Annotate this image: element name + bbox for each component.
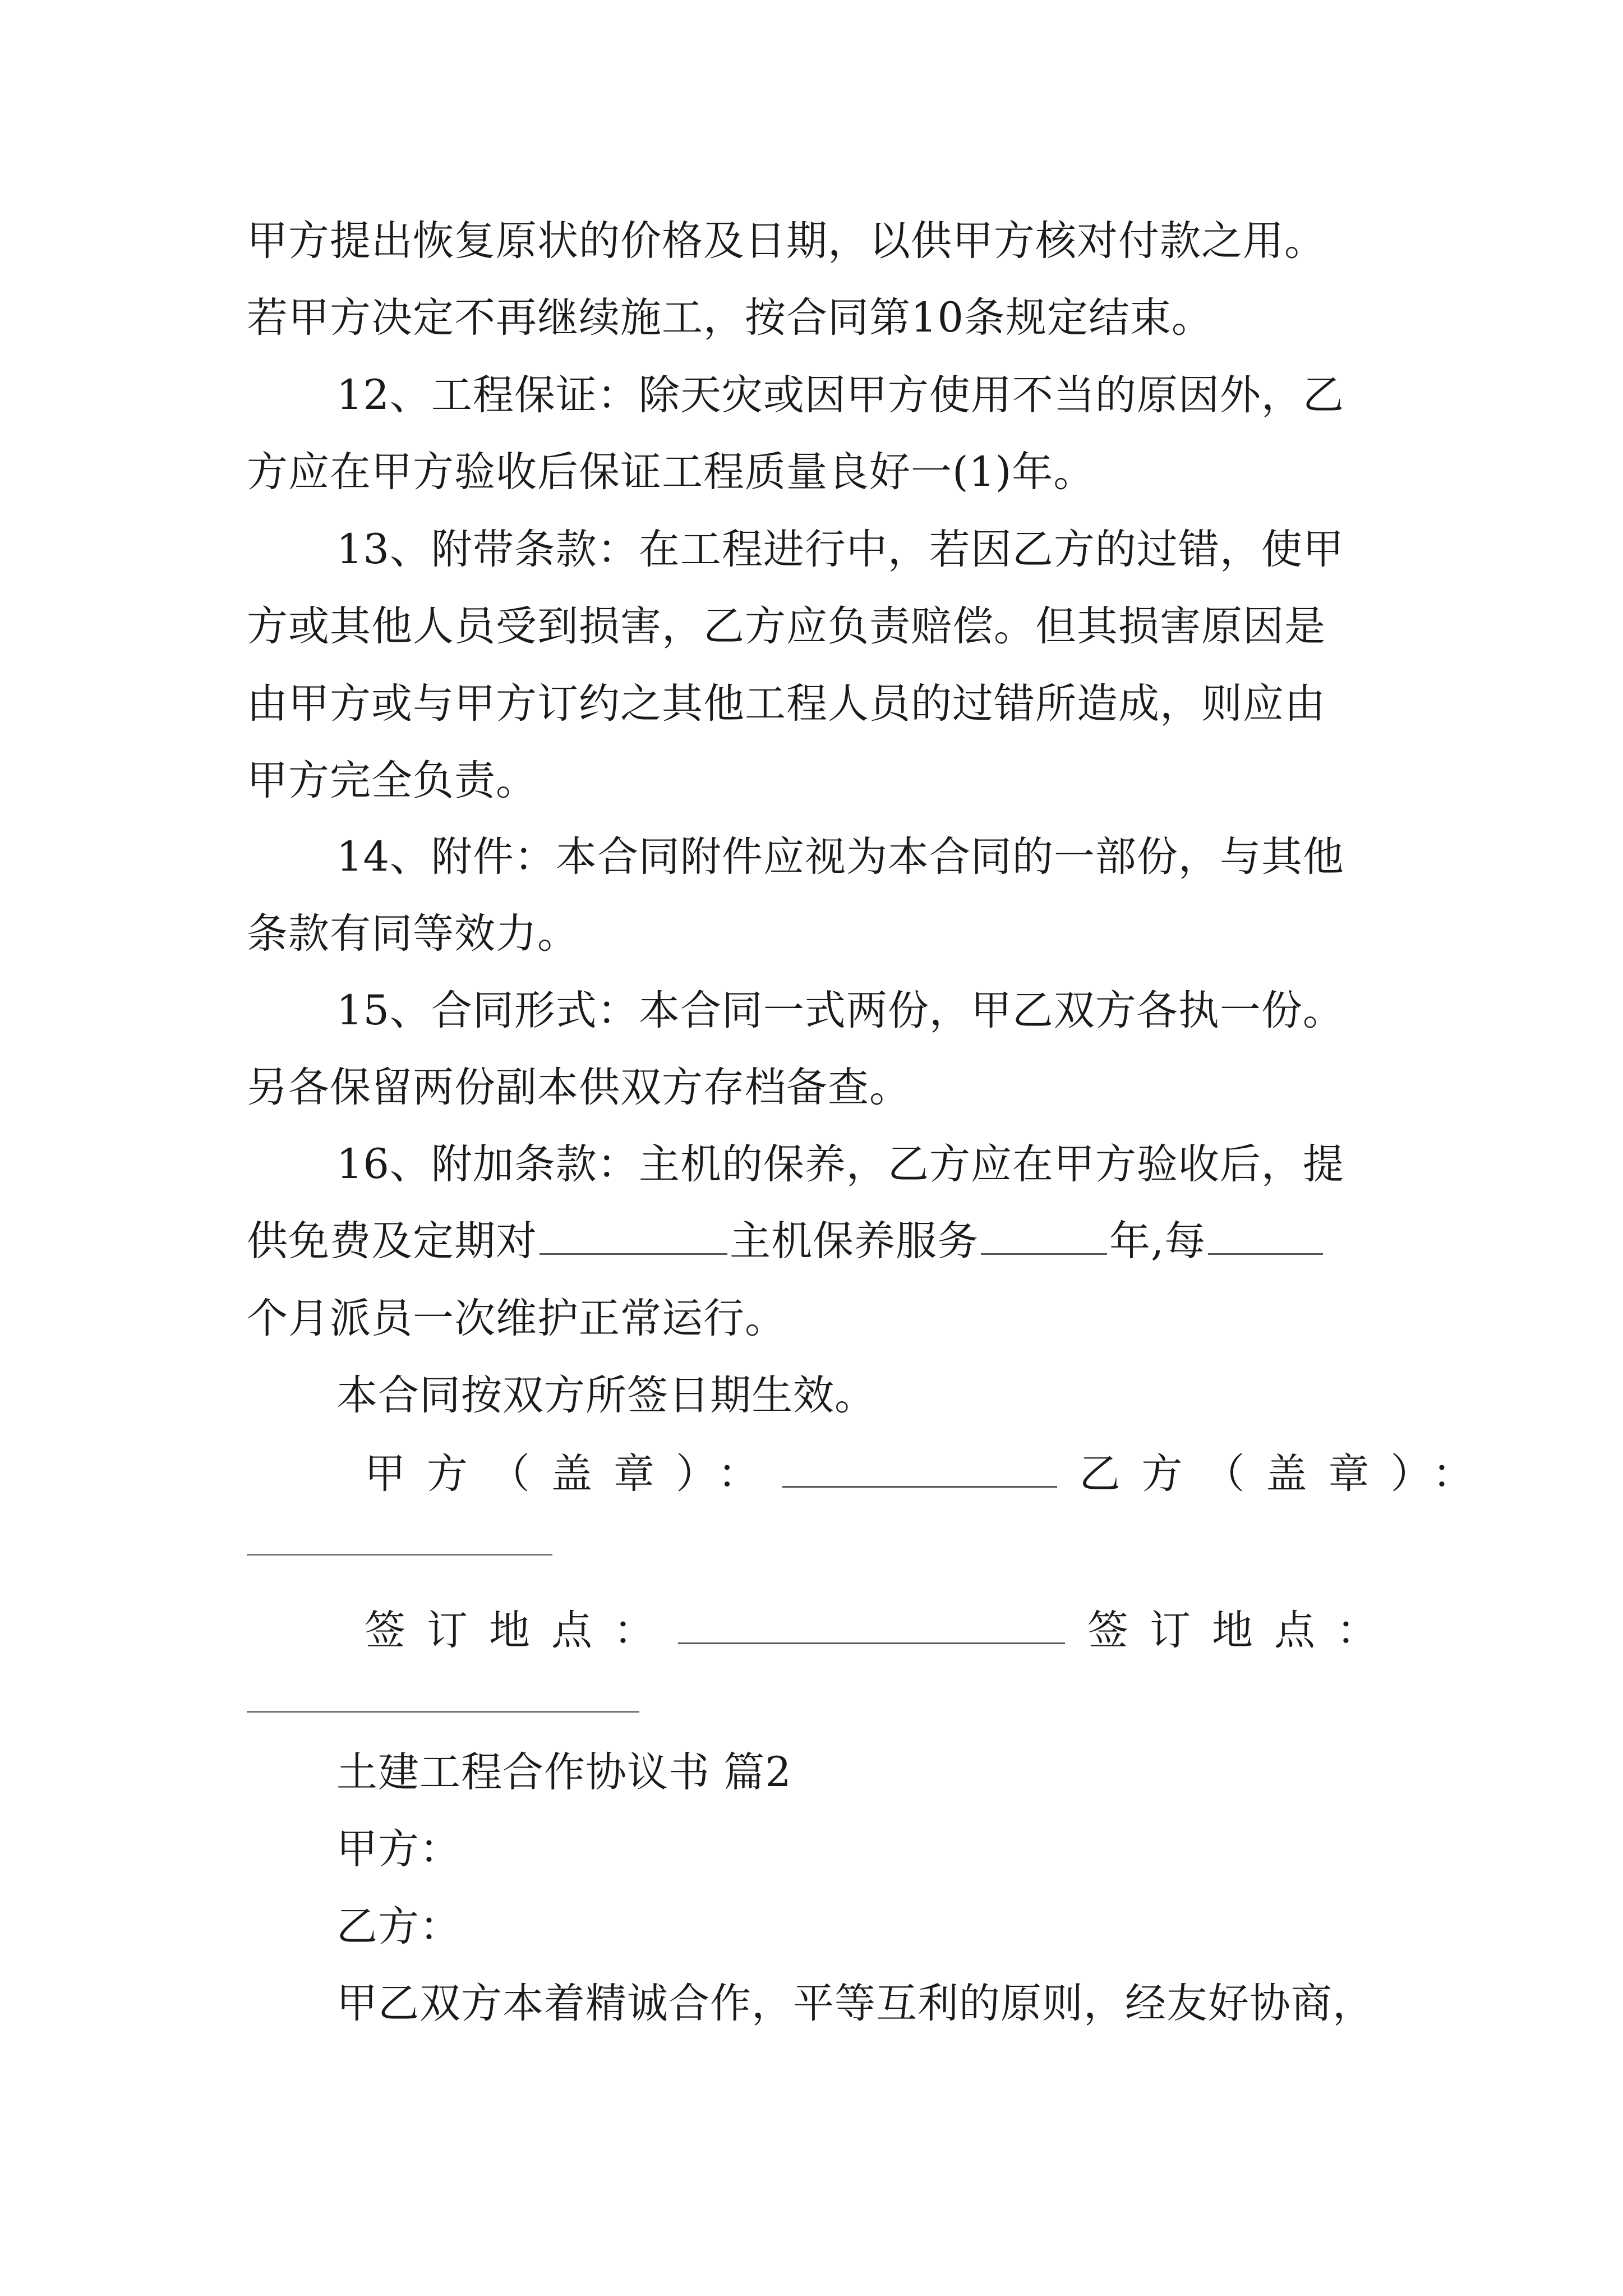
text-line: 个月派员一次维护正常运行。 xyxy=(247,1295,786,1342)
text-line: 若甲方决定不再继续施工，按合同第10条规定结束。 xyxy=(247,294,1213,342)
party-a-seal-label: 甲方（盖章）： xyxy=(365,1450,780,1498)
party-b-label: 乙方： xyxy=(336,1903,461,1950)
text-segment: 供免费及定期对 xyxy=(247,1217,537,1265)
sign-place-b-blank xyxy=(247,1711,639,1713)
sign-place-b-label: 签订地点： xyxy=(1087,1607,1399,1654)
text-line: 条款有同等效力。 xyxy=(247,910,579,958)
clause-13: 13、附带条款：在工程进行中，若因乙方的过错，使甲 xyxy=(336,526,1344,573)
text-line: 方或其他人员受到损害，乙方应负责赔偿。但其损害原因是 xyxy=(247,602,1326,650)
fill-blank xyxy=(678,1642,1065,1644)
fill-blank xyxy=(540,1253,727,1255)
text-line: 甲方完全负责。 xyxy=(247,757,537,804)
clause-14: 14、附件：本合同附件应视为本合同的一部份，与其他 xyxy=(336,833,1344,881)
clause-12: 12、工程保证：除天灾或因甲方使用不当的原因外，乙 xyxy=(336,371,1344,419)
text-line: 甲方提出恢复原状的价格及日期，以供甲方核对付款之用。 xyxy=(247,217,1326,265)
clause-15: 15、合同形式：本合同一式两份，甲乙双方各执一份。 xyxy=(336,987,1344,1034)
section-title: 土建工程合作协议书 篇2 xyxy=(336,1749,792,1796)
sign-place-line xyxy=(365,1603,1399,1659)
intro-paragraph: 甲乙双方本着精诚合作，平等互利的原则，经友好协商， xyxy=(336,1980,1374,2027)
text-segment: 主机保养服务 xyxy=(730,1217,979,1265)
clause-16-fill-line xyxy=(247,1213,1325,1269)
party-b-seal-blank xyxy=(247,1554,552,1556)
party-a-label: 甲方： xyxy=(336,1825,461,1873)
text-line: 方应在甲方验收后保证工程质量良好一(1)年。 xyxy=(247,448,1095,496)
fill-blank xyxy=(981,1253,1107,1255)
fill-blank xyxy=(782,1486,1057,1488)
fill-blank xyxy=(1208,1253,1323,1255)
text-line: 由甲方或与甲方订约之其他工程人员的过错所造成，则应由 xyxy=(247,680,1326,728)
seal-line xyxy=(365,1446,1495,1502)
text-line: 另各保留两份副本供双方存档备查。 xyxy=(247,1064,911,1111)
text-segment: 年,每 xyxy=(1109,1217,1206,1265)
party-b-seal-label: 乙方（盖章）： xyxy=(1079,1450,1495,1498)
effective-clause: 本合同按双方所签日期生效。 xyxy=(336,1372,876,1419)
sign-place-a-label: 签订地点： xyxy=(365,1607,676,1654)
clause-16: 16、附加条款：主机的保养，乙方应在甲方验收后，提 xyxy=(336,1140,1344,1188)
